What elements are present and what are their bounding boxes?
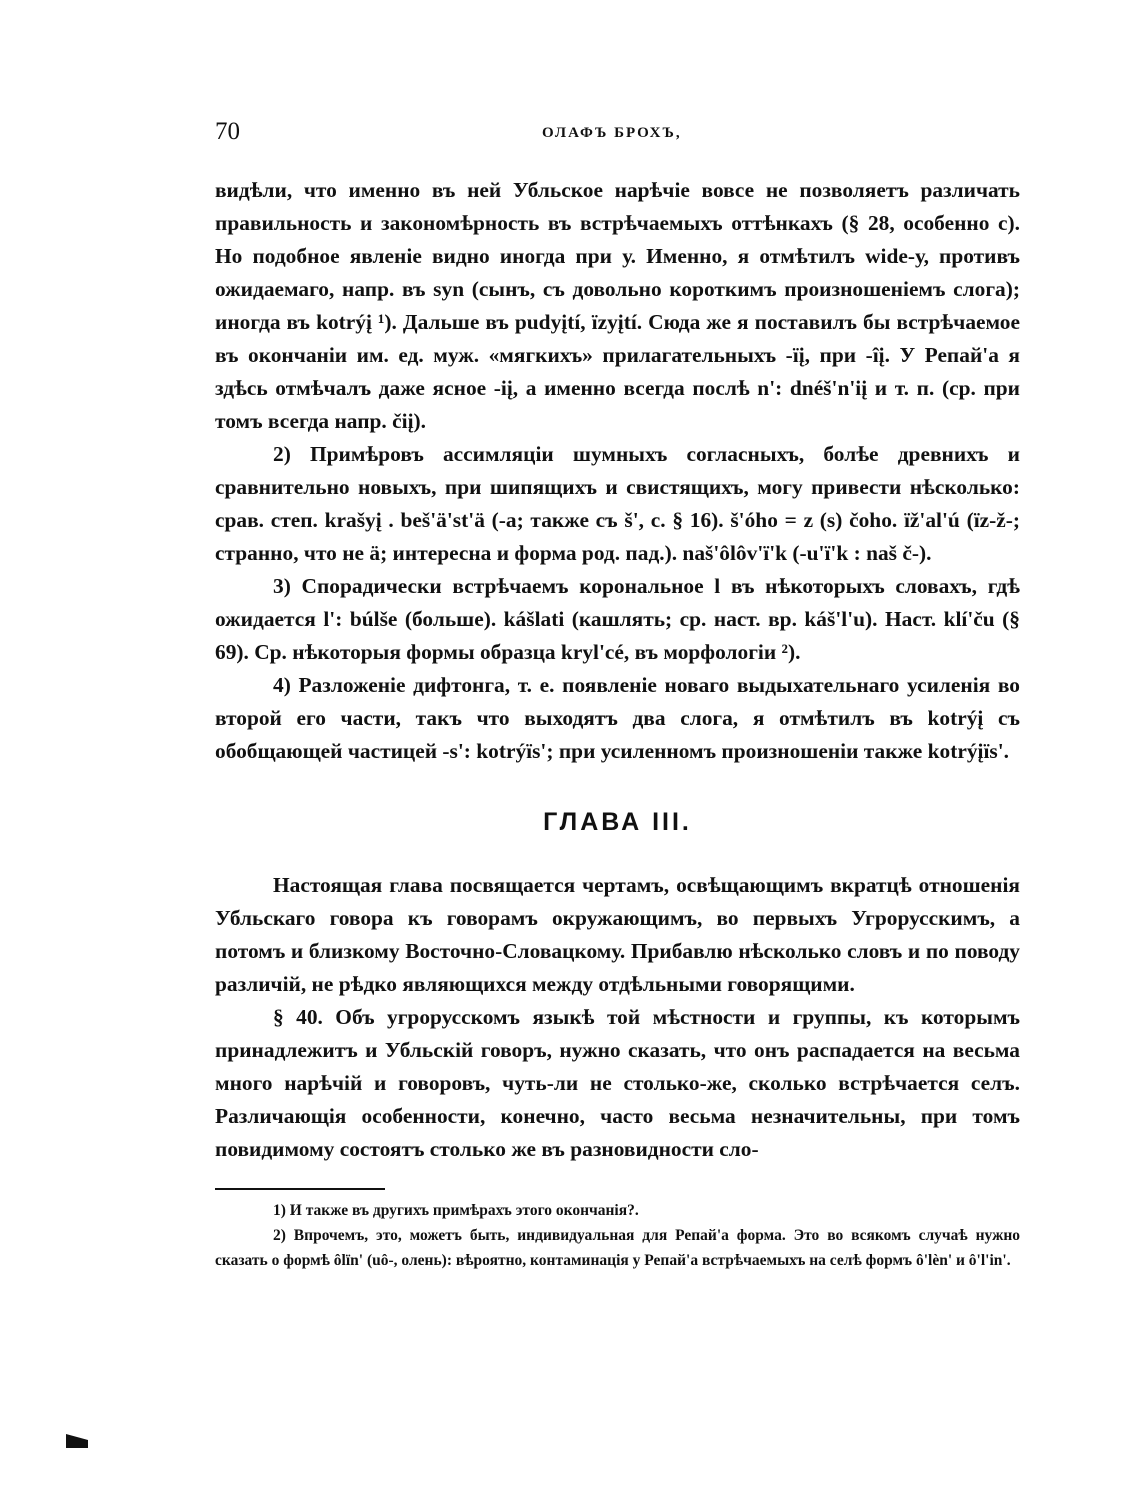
scan-edge-mark bbox=[66, 1434, 88, 1448]
footnote: 1) И также въ другихъ примѣрахъ этого окончанія?. bbox=[273, 1202, 639, 1219]
paragraph: 3) Спорадически встрѣчаемъ корональное l въ нѣкоторыхъ словахъ, гдѣ ожидается l': búlše (больше). kášlati (кашлять; ср. наст. вр. káš'l'u). Наст. klí'ču (§ 69). Ср. нѣкоторыя формы образца kryl'cé, въ морфологіи ²). bbox=[215, 574, 1020, 664]
chapter-title: ГЛАВА III. bbox=[543, 808, 692, 836]
paragraph: 2) Примѣровъ ассимляціи шумныхъ согласныхъ, болѣе древнихъ и сравнительно новыхъ, при шипящихъ и свистящихъ, могу привести нѣсколько: срав. степ. krašyį . beš'ä'st'ä (-а; также съ š', c. § 16). š'óho = z (s) čoho. ïž'al'ú (ïz-ž-; странно, что не ä; интересна и форма род. пад.). naš'ôlôv'ï'k (-u'ï'k : naš č-). bbox=[215, 442, 1020, 565]
footnote-divider bbox=[215, 1188, 385, 1190]
paragraph: видѣли, что именно въ ней Убльское нарѣчіе вовсе не позволяетъ различать правильность и закономѣрность въ встрѣчаемыхъ оттѣнкахъ (§ 28, особенно с). Но подобное явленіе видно иногда при у. Именно, я отмѣтилъ wide-у, противъ ожидаемаго, напр. въ syn (сынъ, съ довольно короткимъ произношеніемъ слога); иногда въ kotrýį ¹). Дальше въ pudyįtí, ïzyįtí. Сюда же я поставилъ бы встрѣчаемое въ окончаніи им. ед. муж. «мягкихъ» прилагательныхъ -ïį, при -îį. У Репай'а я здѣсь отмѣчалъ даже ясное -iį, а именно всегда послѣ n': dnéš'n'iį и т. п. (ср. при томъ всегда напр. čiį). bbox=[215, 178, 1020, 433]
footnote: 2) Впрочемъ, это, можетъ быть, индивидуальная для Репай'а форма. Это во всякомъ случаѣ нужно сказать о формѣ ôlïn' (uô-, олень): вѣроятно, контаминація у Репай'а встрѣчаемыхъ на селѣ формъ ô'lèn' и ô'l'in'. bbox=[215, 1227, 1020, 1269]
paragraph: § 40. Объ угрорусскомъ языкѣ той мѣстности и группы, къ которымъ принадлежитъ и Убльскій говоръ, нужно сказать, что онъ распадается на весьма много нарѣчій и говоровъ, чуть-ли не столько-же, сколько встрѣчается селъ. Различающія особенности, конечно, часто весьма незначительны, при томъ повидимому состоятъ столько же въ разновидности сло- bbox=[215, 1005, 1020, 1161]
paragraph: Настоящая глава посвящается чертамъ, освѣщающимъ вкратцѣ отношенія Убльскаго говора къ говорамъ окружающимъ, во первыхъ Угрорусскимъ, а потомъ и близкому Восточно-Словацкому. Прибавлю нѣсколько словъ и по поводу различій, не рѣдко являющихся между отдѣльными говорящими. bbox=[215, 873, 1020, 996]
page-header bbox=[215, 112, 1020, 152]
page bbox=[215, 112, 1020, 1273]
running-head: ОЛАФЪ БРОХЪ, bbox=[542, 125, 682, 141]
page-number: 70 bbox=[215, 118, 240, 145]
paragraph: 4) Разложеніе дифтонга, т. е. появленіе новаго выдыхательнаго усиленія во второй его части, такъ что выходятъ два слога, я отмѣтилъ въ kotrýį съ обобщающей частицей -s': kotrýïs'; при усиленномъ произношеніи также kotrýįïs'. bbox=[215, 673, 1020, 763]
